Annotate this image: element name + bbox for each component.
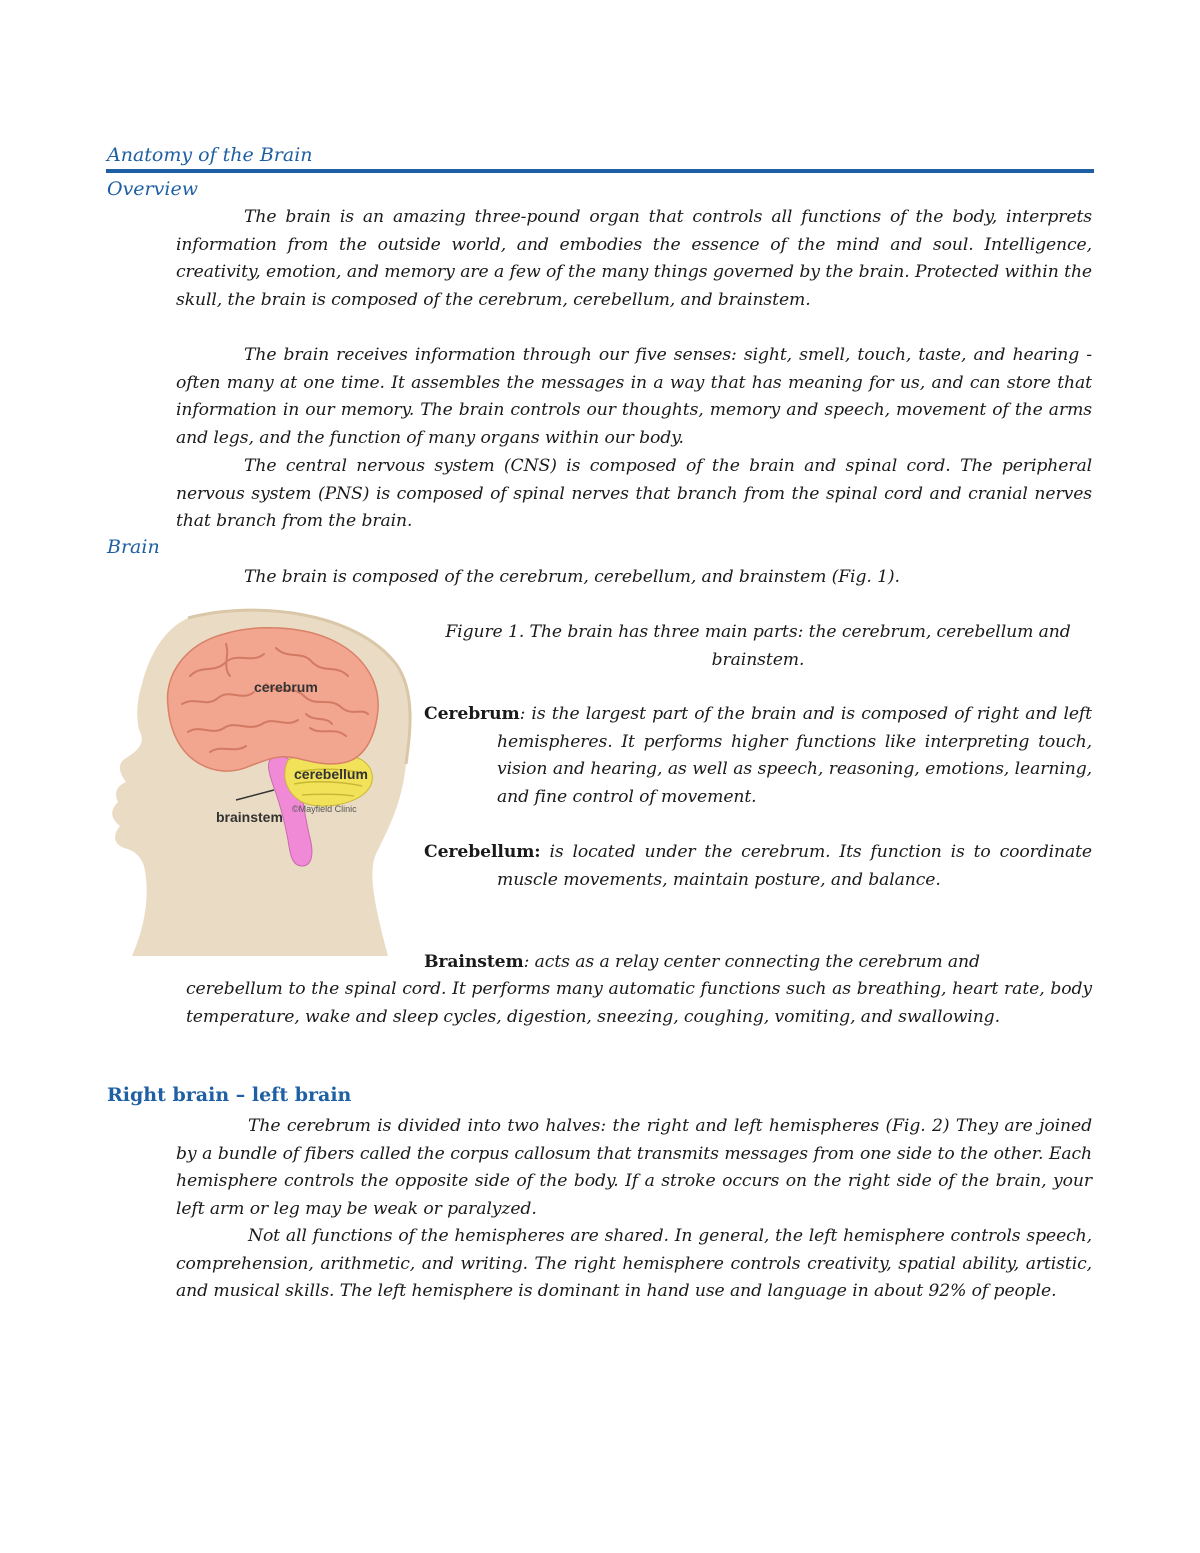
brainstem-definition-rest: cerebellum to the spinal cord. It performs many automatic functions such as breathing, heart rate, body temperature, wake and sleep cycles, digestion, sneezing, coughing, vomiting, and swallowing.	[186, 979, 1092, 1027]
figure-caption: Figure 1. The brain has three main parts: the cerebrum, cerebellum and brainstem.	[445, 622, 1071, 670]
hemispheres-paragraph-2: Not all functions of the hemispheres are shared. In general, the left hemisphere controls speech, comprehension, arithmetic, and writing. The right hemisphere controls creativity, spatial ability, artistic, and musical skills. The left hemisphere is dominant in hand use and language in about 92% of people.	[176, 1226, 1092, 1301]
overview-paragraph-2: The brain receives information through our five senses: sight, smell, touch, taste, and hearing - often many at one time. It assembles the messages in a way that has meaning for us, and can store that information in our memory. The brain controls our thoughts, memory and speech, movement of the arms and legs, and the function of many organs within our body.	[176, 345, 1092, 448]
document-title: Anatomy of the Brain	[107, 144, 313, 166]
figure-credit: ©Mayfield Clinic	[292, 804, 357, 814]
cerebellum-text: is located under the cerebrum. Its function is to coordinate muscle movements, maintain posture, and balance.	[497, 842, 1092, 890]
brain-illustration	[106, 604, 412, 956]
brain-heading: Brain	[107, 536, 160, 558]
cerebrum-term: Cerebrum	[424, 704, 520, 724]
overview-paragraph-3: The central nervous system (CNS) is composed of the brain and spinal cord. The peripheral nervous system (PNS) is composed of spinal nerves that branch from the spinal cord and cranial nerves that branch from the brain.	[176, 456, 1092, 531]
hemispheres-heading: Right brain – left brain	[107, 1084, 352, 1106]
title-rule	[106, 169, 1094, 173]
cerebrum-definition	[424, 701, 1092, 811]
cerebellum-term: Cerebellum:	[424, 842, 541, 862]
brainstem-text-first: : acts as a relay center connecting the cerebrum and	[523, 952, 980, 972]
cerebrum-label: cerebrum	[254, 679, 318, 695]
brainstem-term: Brainstem	[424, 952, 524, 972]
overview-paragraph-1: The brain is an amazing three-pound organ that controls all functions of the body, interprets information from the outside world, and embodies the essence of the mind and soul. Intelligence, creativity, emotion, and memory are a few of the many things governed by the brain. Protected within the skull, the brain is composed of the cerebrum, cerebellum, and brainstem.	[176, 207, 1092, 310]
cerebellum-definition	[424, 839, 1092, 894]
overview-heading: Overview	[107, 178, 198, 200]
brainstem-definition-first-line	[424, 949, 1092, 977]
cerebellum-label: cerebellum	[294, 766, 368, 782]
hemispheres-paragraph-1: The cerebrum is divided into two halves: the right and left hemispheres (Fig. 2) They are joined by a bundle of fibers called the corpus callosum that transmits messages from one side to the other. Each hemisphere controls the opposite side of the body. If a stroke occurs on the right side of the brain, your left arm or leg may be weak or paralyzed.	[176, 1116, 1092, 1219]
cerebrum-text: : is the largest part of the brain and is composed of right and left hemispheres. It performs higher functions like interpreting touch, vision and hearing, as well as speech, reasoning, emotions, learning, and fine control of movement.	[497, 704, 1092, 807]
brainstem-label: brainstem	[216, 809, 283, 825]
brain-intro: The brain is composed of the cerebrum, cerebellum, and brainstem (Fig. 1).	[244, 567, 900, 587]
cerebrum-shape	[168, 628, 379, 771]
brain-figure	[106, 604, 412, 956]
